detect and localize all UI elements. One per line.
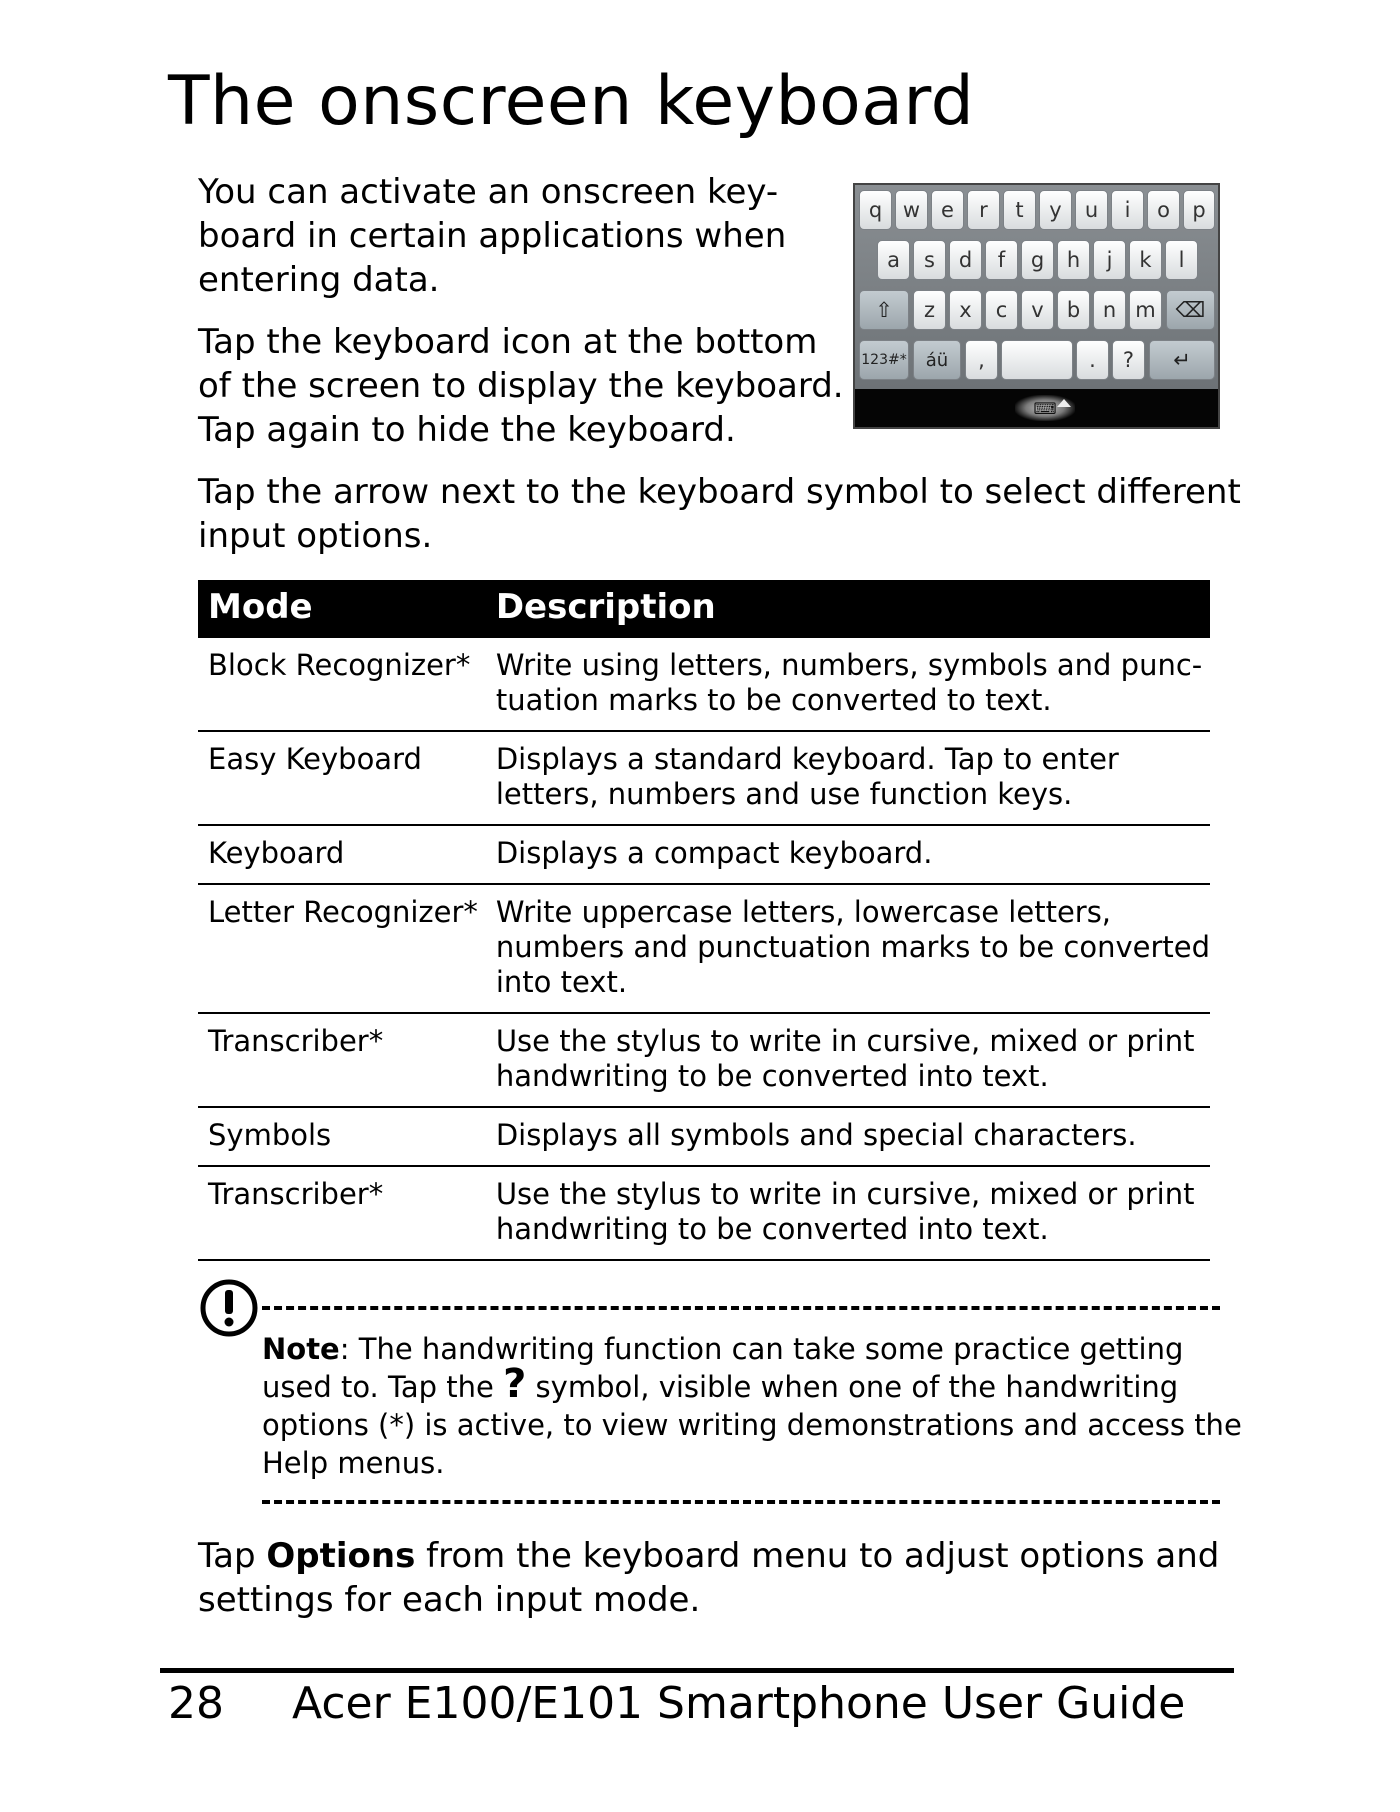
description-line: Displays all symbols and special characters. xyxy=(495,1118,1137,1152)
description-line: Write uppercase letters, lowercase letters, xyxy=(495,895,1112,929)
note-line: Help menus. xyxy=(262,1446,445,1480)
key-x: x xyxy=(949,290,982,330)
key-o: o xyxy=(1147,190,1180,230)
key-123: 123#* xyxy=(859,340,909,380)
description-cell xyxy=(486,1166,1210,1260)
description-cell xyxy=(486,638,1210,731)
key-f: f xyxy=(985,240,1018,280)
keyboard-panel xyxy=(855,185,1218,389)
keyboard-icon: ⌨ xyxy=(1015,395,1075,421)
table-row xyxy=(198,638,1210,731)
tap-line: Tap again to hide the keyboard. xyxy=(198,410,736,450)
note-line: options (*) is active, to view writing demonstrations and access the xyxy=(262,1408,1242,1442)
description-line: Write using letters, numbers, symbols and punc- xyxy=(495,648,1203,682)
key-u: u xyxy=(1075,190,1108,230)
table-row xyxy=(198,884,1210,1013)
page-number: 28 xyxy=(168,1678,224,1729)
key-a: a xyxy=(877,240,910,280)
table-header-row xyxy=(198,580,1210,638)
key-m: m xyxy=(1129,290,1162,330)
table-row xyxy=(198,1166,1210,1260)
key-h: h xyxy=(1057,240,1090,280)
description-line: handwriting to be converted into text. xyxy=(495,1059,1049,1093)
note-text-part: : The handwriting function can take some practice getting xyxy=(339,1332,1184,1366)
enter-icon: ↵ xyxy=(1149,340,1215,380)
description-line: Displays a compact keyboard. xyxy=(495,836,933,870)
key-c: c xyxy=(985,290,1018,330)
key-question: ? xyxy=(1112,340,1145,380)
key-z: z xyxy=(913,290,946,330)
note-line xyxy=(262,1361,1222,1407)
note-text-part: used to. Tap the xyxy=(262,1370,504,1404)
key-e: e xyxy=(931,190,964,230)
description-line: handwriting to be converted into text. xyxy=(495,1212,1049,1246)
shift-icon: ⇧ xyxy=(859,290,909,330)
table-row xyxy=(198,825,1210,884)
closing-paragraph xyxy=(198,1534,1219,1622)
intro-line: You can activate an onscreen key- xyxy=(198,172,779,212)
closing-line xyxy=(198,1534,1219,1578)
key-g: g xyxy=(1021,240,1054,280)
mode-cell: Transcriber* xyxy=(198,1013,486,1107)
backspace-icon: ⌫ xyxy=(1166,290,1215,330)
key-w: w xyxy=(895,190,928,230)
description-cell xyxy=(486,731,1210,825)
tap-line: of the screen to display the keyboard. xyxy=(198,366,844,406)
mode-cell: Letter Recognizer* xyxy=(198,884,486,1013)
key-d: d xyxy=(949,240,982,280)
arrow-line: Tap the arrow next to the keyboard symbol to select different xyxy=(198,472,1241,512)
description-line: Use the stylus to write in cursive, mixed or print xyxy=(495,1177,1195,1211)
description-cell xyxy=(486,1013,1210,1107)
input-modes-table xyxy=(198,580,1210,1261)
note-text-part: symbol, visible when one of the handwriting xyxy=(526,1370,1179,1404)
key-p: p xyxy=(1183,190,1215,230)
header-description: Description xyxy=(486,580,1210,638)
key-s: s xyxy=(913,240,946,280)
note-line xyxy=(262,1330,1222,1368)
closing-text-part: Tap xyxy=(198,1536,267,1576)
tap-paragraph xyxy=(198,320,844,452)
key-comma: , xyxy=(965,340,998,380)
key-b: b xyxy=(1057,290,1090,330)
intro-line: board in certain applications when xyxy=(198,216,787,256)
arrow-up-icon xyxy=(1057,399,1071,407)
key-accents: áü xyxy=(913,340,961,380)
closing-text-part: from the keyboard menu to adjust options and xyxy=(415,1536,1220,1576)
description-line: tuation marks to be converted to text. xyxy=(495,683,1052,717)
options-term: Options xyxy=(266,1536,416,1576)
key-k: k xyxy=(1129,240,1162,280)
key-v: v xyxy=(1021,290,1054,330)
key-space xyxy=(1001,340,1073,380)
description-cell xyxy=(486,884,1210,1013)
note-top-divider xyxy=(262,1306,1220,1310)
keyboard-screenshot xyxy=(853,183,1220,429)
guide-title: Acer E100/E101 Smartphone User Guide xyxy=(292,1678,1186,1729)
arrow-paragraph xyxy=(198,470,1241,558)
page-title: The onscreen keyboard xyxy=(168,62,975,141)
description-line: Use the stylus to write in cursive, mixed or print xyxy=(495,1024,1195,1058)
description-cell xyxy=(486,1107,1210,1166)
table-row xyxy=(198,1107,1210,1166)
arrow-line: input options. xyxy=(198,516,433,556)
mode-cell: Transcriber* xyxy=(198,1166,486,1260)
footer-rule xyxy=(160,1668,1234,1673)
exclamation-icon xyxy=(199,1278,259,1338)
key-period: . xyxy=(1076,340,1109,380)
key-j: j xyxy=(1093,240,1126,280)
question-mark-icon: ? xyxy=(503,1361,527,1407)
key-i: i xyxy=(1111,190,1144,230)
description-line: numbers and punctuation marks to be converted xyxy=(495,930,1210,964)
note-label: Note xyxy=(262,1332,340,1366)
keyboard-toolbar xyxy=(855,389,1218,427)
closing-line: settings for each input mode. xyxy=(198,1580,701,1620)
intro-paragraph xyxy=(198,170,786,302)
mode-cell: Keyboard xyxy=(198,825,486,884)
key-q: q xyxy=(859,190,892,230)
table-row xyxy=(198,731,1210,825)
description-line: letters, numbers and use function keys. xyxy=(495,777,1073,811)
mode-cell: Symbols xyxy=(198,1107,486,1166)
header-mode: Mode xyxy=(198,580,486,638)
key-n: n xyxy=(1093,290,1126,330)
tap-line: Tap the keyboard icon at the bottom xyxy=(198,322,818,362)
description-line: into text. xyxy=(495,965,628,999)
note-text xyxy=(262,1330,1242,1482)
description-cell xyxy=(486,825,1210,884)
key-t: t xyxy=(1003,190,1036,230)
intro-line: entering data. xyxy=(198,260,440,300)
table-row xyxy=(198,1013,1210,1107)
mode-cell: Easy Keyboard xyxy=(198,731,486,825)
key-l: l xyxy=(1165,240,1198,280)
key-y: y xyxy=(1039,190,1072,230)
note-bottom-divider xyxy=(262,1500,1220,1504)
key-r: r xyxy=(967,190,1000,230)
mode-cell: Block Recognizer* xyxy=(198,638,486,731)
description-line: Displays a standard keyboard. Tap to enter xyxy=(495,742,1119,776)
